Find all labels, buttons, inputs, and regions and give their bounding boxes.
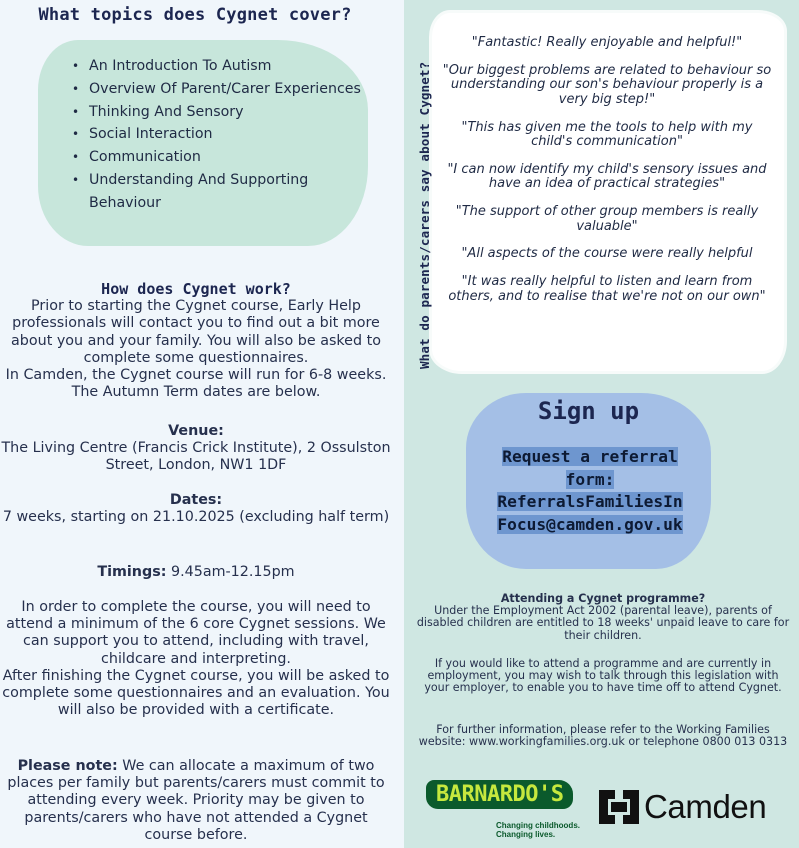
testimonial-quote: "Fantastic! Really enjoyable and helpful!" (471, 35, 743, 50)
topic-item: • Social Interaction (72, 123, 362, 146)
attending-paragraph-1: Under the Employment Act 2002 (parental leave), parents of disabled children are entitled to 18 weeks' unpaid leave to care for their children. (416, 604, 790, 642)
how-section (0, 281, 392, 401)
venue-label: Venue: (168, 423, 224, 439)
attending-paragraph-2: If you would like to attend a programme and are currently in employment, you may wish to talk through this legislation with your employer, to enable you to have time off to attend Cygnet. (424, 657, 782, 695)
note-label: Please note: (17, 758, 118, 774)
camden-emblem-icon (597, 788, 641, 826)
signup-title: Sign up (537, 397, 640, 425)
timings-section (0, 564, 392, 581)
attending-paragraph-3: For further information, please refer to the Working Families website: www.workingfamilies.org.uk or telephone 0800 013 0313 (418, 723, 788, 749)
how-heading: How does Cygnet work? (101, 280, 291, 298)
dates-label: Dates: (169, 492, 223, 508)
barnardos-tagline-2: Changing lives. (496, 830, 556, 839)
signup-email-line[interactable]: ReferralsFamiliesIn (497, 492, 683, 511)
testimonial-quote: "I can now identify my child's sensory issues and have an idea of practical strategies" (447, 161, 767, 192)
testimonials-vertical-heading: What do parents/carers say about Cygnet? (417, 61, 432, 369)
topic-item: • Overview Of Parent/Carer Experiences (72, 78, 362, 101)
venue-text: The Living Centre (Francis Crick Institute), 2 Ossulston Street, London, NW1 1DF (1, 440, 391, 474)
timings-label: Timings: (97, 564, 167, 580)
note-section (0, 758, 392, 844)
camden-logo (597, 788, 766, 826)
topic-item: • Understanding And Supporting Behaviour (72, 169, 362, 215)
attending-employment (414, 658, 792, 695)
attending-further-info (414, 724, 792, 748)
testimonial-quote: "All aspects of the course were really helpful (461, 246, 753, 262)
signup-line: Request a referral (502, 447, 678, 466)
testimonial-quote: "Our biggest problems are related to behaviour so understanding our son's behaviour properly is a very big step!" (442, 62, 772, 107)
dates-section (0, 492, 392, 526)
topic-item: • Communication (72, 146, 362, 169)
signup-email-line[interactable]: Focus@camden.gov.uk (497, 514, 683, 534)
signup-referral-info (476, 446, 704, 536)
topics-list (72, 55, 362, 215)
venue-section (0, 423, 392, 475)
barnardos-wordmark: BARNARDO'S (426, 780, 573, 809)
timings-text: 9.45am-12.15pm (171, 564, 295, 580)
how-paragraph-2: In Camden, the Cygnet course will run for 6-8 weeks. The Autumn Term dates are below. (5, 367, 387, 401)
completion-paragraph-1: In order to complete the course, you will need to attend a minimum of the 6 core Cygnet sessions. We can support you to attend, including with travel, childcare and interpreting. (6, 599, 386, 667)
attending-heading: Attending a Cygnet programme? (500, 592, 706, 605)
testimonials-list (440, 36, 774, 318)
topic-item: • Thinking And Sensory (72, 101, 362, 124)
testimonial-quote: "It was really helpful to listen and learn from others, and to realise that we're not on our own" (448, 274, 766, 304)
signup-line: form: (565, 469, 615, 489)
completion-section (0, 599, 392, 719)
testimonial-quote: "This has given me the tools to help with my child's communication" (461, 119, 753, 150)
barnardos-tagline-1: Changing childhoods. (496, 821, 580, 830)
testimonial-quote: "The support of other group members is really valuable" (455, 204, 759, 234)
how-paragraph-1: Prior to starting the Cygnet course, Early Help professionals will contact you to find out a bit more about you and your family. You will also be asked to complete some questionnaires. (11, 298, 381, 366)
topic-item: • An Introduction To Autism (72, 55, 362, 78)
attending-section (414, 593, 792, 642)
completion-paragraph-2: After finishing the Cygnet course, you will be asked to complete some questionnaires and an evaluation. You will also be provided with a certificate. (2, 667, 390, 719)
camden-wordmark: Camden (644, 788, 767, 825)
barnardos-logo (426, 780, 580, 839)
topics-heading: What topics does Cygnet cover? (38, 5, 352, 25)
note-text: We can allocate a maximum of two places per family but parents/carers must commit to attending every week. Priority may be given to parents/carers who have not attended a Cygnet course before. (7, 758, 385, 843)
dates-text: 7 weeks, starting on 21.10.2025 (excluding half term) (2, 509, 390, 526)
